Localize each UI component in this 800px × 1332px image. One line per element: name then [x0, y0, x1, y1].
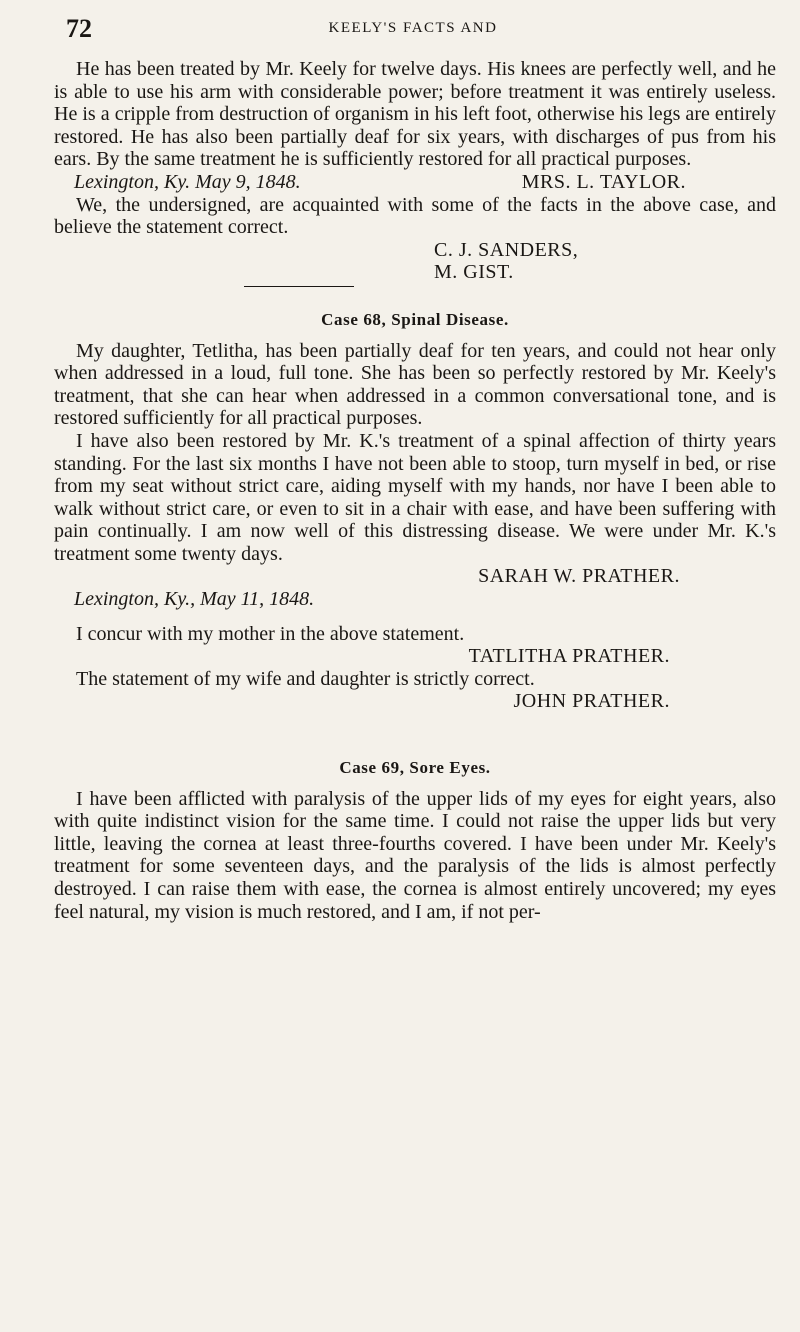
case-68-heading: Case 68, Spinal Disease. — [321, 309, 509, 329]
case-69-paragraph: I have been afflicted with paralysis of the upper lids of my eyes for eight years, also with quite indistinct vision for the same time. I could not raise the upper lids but very little, leaving the cornea at least three-fourths covered. I have been under Mr. Keely's treatment for some seventeen days, and the paralysis of the lids is almost perfectly destroyed. I can raise them with ease, the cornea is almost entirely uncovered; my eyes feel natural, my vision is much restored, and I am, if not per- — [54, 787, 776, 923]
taylor-place-date: Lexington, Ky. May 9, 1848. — [74, 170, 301, 193]
case-69-heading: Case 69, Sore Eyes. — [339, 758, 491, 778]
witness-gist: M. GIST. — [434, 261, 514, 284]
witness-sanders: C. J. SANDERS, — [434, 238, 579, 261]
page-number: 72 — [66, 14, 92, 43]
case-68-paragraph-2: I have also been restored by Mr. K.'s treatment of a spinal affection of thirty years standing. For the last six months I have not been able to stoop, turn myself in bed, or rise from my seat without strict care, aiding myself with my hands, nor have I been able to walk without strict care, or even to sit in a chair with ease, and have been suffering with pain continually. I am now well of this distressing disease. We were under Mr. K.'s treatment some twenty days. — [54, 429, 776, 565]
endorsement-paragraph: We, the undersigned, are acquainted with some of the facts in the above case, and believe the statement correct. — [54, 193, 776, 239]
sarah-prather-signature: SARAH W. PRATHER. — [478, 565, 680, 588]
section-divider — [244, 286, 354, 287]
concur-statement: I concur with my mother in the above statement. — [76, 622, 465, 645]
taylor-paragraph: He has been treated by Mr. Keely for twelve days. His knees are perfectly well, and he is able to use his arm with considerable power; before treatment it was entirely useless. He is a cripple from destruction of organism in his left foot, otherwise his legs are entirely restored. He has also been partially deaf for six years, with discharges of pus from his ears. By the same treatment he is sufficiently restored for all practical purposes. — [54, 58, 776, 171]
page-body — [54, 58, 776, 923]
husband-statement: The statement of my wife and daughter is strictly correct. — [76, 667, 535, 690]
case-68-place-date: Lexington, Ky., May 11, 1848. — [74, 588, 315, 611]
running-head: KEELY'S FACTS AND — [328, 20, 498, 36]
taylor-signature: MRS. L. TAYLOR. — [521, 170, 686, 193]
taylor-signoff — [54, 171, 776, 194]
page-header — [66, 14, 760, 44]
case-68-paragraph-1: My daughter, Tetlitha, has been partially deaf for ten years, and could not hear only when addressed in a loud, full tone. She has been so perfectly restored by Mr. Keely's treatment, that she can hear when addressed in a common conversational tone, and is restored sufficiently for all practical purposes. — [54, 339, 776, 430]
tatlitha-prather-signature: TATLITHA PRATHER. — [468, 645, 670, 668]
john-prather-signature: JOHN PRATHER. — [513, 690, 670, 713]
